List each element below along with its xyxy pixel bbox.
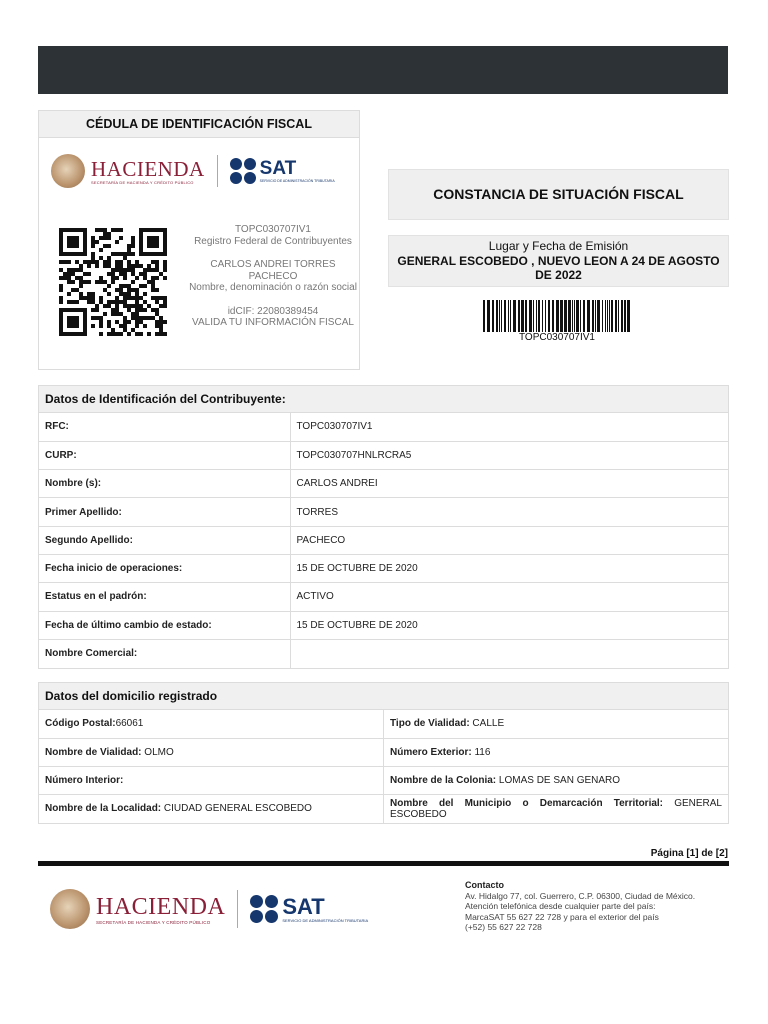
contacto-line: (+52) 55 627 22 728 — [465, 922, 542, 932]
field-label: Tipo de Vialidad: — [390, 718, 470, 730]
rfc-value: TOPC030707IV1 — [235, 224, 311, 235]
field-value: 15 DE OCTUBRE DE 2020 — [290, 611, 728, 639]
field-label: Fecha de último cambio de estado: — [39, 611, 290, 639]
address-cell — [384, 710, 729, 738]
field-value: 15 DE OCTUBRE DE 2020 — [290, 554, 728, 582]
lugar-value: GENERAL ESCOBEDO , NUEVO LEON A 24 DE AGOSTO DE 2022 — [397, 253, 720, 282]
table-row — [39, 738, 728, 766]
sat-logo-text: SAT — [259, 158, 297, 179]
mexico-shield-icon — [51, 154, 85, 188]
contacto-line: Av. Hidalgo 77, col. Guerrero, C.P. 06300, Ciudad de México. — [465, 890, 696, 901]
field-value: LOMAS DE SAN GENARO — [496, 774, 621, 786]
table-row — [39, 710, 728, 738]
field-label: Número Exterior: — [390, 746, 472, 758]
table-row — [39, 413, 728, 441]
table-row — [39, 766, 728, 794]
field-value: CALLE — [469, 718, 505, 730]
qr-code[interactable] — [59, 228, 167, 336]
field-label: Nombre de Vialidad: — [45, 746, 142, 758]
field-value: PACHECO — [290, 526, 728, 554]
sat-logo-text: SAT — [282, 893, 325, 919]
contacto-block — [465, 880, 735, 933]
table-row — [39, 526, 728, 554]
contacto-title: Contacto — [465, 880, 504, 890]
field-label: RFC: — [39, 413, 290, 441]
address-cell — [39, 710, 384, 738]
contribuyente-section — [38, 385, 729, 669]
nombre-caption: Nombre, denominación o razón social — [189, 282, 357, 293]
table-row — [39, 611, 728, 639]
table-row — [39, 470, 728, 498]
address-cell — [39, 766, 384, 794]
field-label: Nombre del Municipio o Demarcación Territorial: — [390, 797, 664, 809]
table-row — [39, 554, 728, 582]
field-value: CARLOS ANDREI — [290, 470, 728, 498]
lugar-label: Lugar y Fecha de Emisión — [488, 239, 629, 253]
logo-divider — [237, 890, 238, 928]
field-label: Nombre de la Colonia: — [390, 774, 497, 786]
field-value: ACTIVO — [290, 583, 728, 611]
contribuyente-table — [39, 413, 728, 668]
hacienda-logo-text: HACIENDA — [96, 893, 226, 920]
field-label: Segundo Apellido: — [39, 526, 290, 554]
field-value: TOPC030707HNLRCRA5 — [290, 441, 728, 469]
address-cell — [384, 795, 729, 823]
barcode — [483, 300, 631, 332]
field-value: GENERAL ESCOBEDO — [390, 797, 722, 820]
sat-dots-icon — [230, 158, 256, 184]
field-label: Nombre (s): — [39, 470, 290, 498]
hacienda-logo-subtitle: SECRETARÍA DE HACIENDA Y CRÉDITO PÚBLICO — [96, 919, 211, 925]
sat-logo-subtitle: SERVICIO DE ADMINISTRACIÓN TRIBUTARIA — [282, 917, 369, 923]
nombre-value: CARLOS ANDREI TORRES PACHECO — [210, 259, 336, 282]
field-value: 66061 — [115, 718, 144, 730]
table-row — [39, 498, 728, 526]
field-value: TORRES — [290, 498, 728, 526]
contacto-line: Atención telefónica desde cualquier parte del país: — [465, 901, 656, 911]
idcif: idCIF: 22080389454 — [227, 305, 319, 317]
domicilio-section — [38, 682, 729, 824]
lugar-fecha-box — [388, 235, 729, 287]
barcode-text: TOPC030707IV1 — [519, 332, 595, 343]
constancia-title: CONSTANCIA DE SITUACIÓN FISCAL — [388, 169, 729, 220]
valida-info: VALIDA TU INFORMACIÓN FISCAL — [192, 317, 354, 328]
field-value: TOPC030707IV1 — [296, 421, 373, 433]
contacto-line: MarcaSAT 55 627 22 728 y para el exterior del país — [465, 911, 659, 922]
sat-logo-subtitle: SERVICIO DE ADMINISTRACIÓN TRIBUTARIA — [259, 179, 335, 183]
address-cell — [384, 738, 729, 766]
page-indicator: Página [1] de [2] — [650, 848, 728, 859]
field-value: 116 — [471, 746, 491, 758]
address-cell — [384, 766, 729, 794]
address-cell — [39, 738, 384, 766]
field-value — [290, 639, 728, 667]
table-row — [39, 639, 728, 667]
field-label: Código Postal: — [45, 718, 116, 730]
sat-dots-icon — [250, 895, 278, 923]
rfc-caption: Registro Federal de Contribuyentes — [194, 235, 352, 247]
cedula-card — [38, 110, 360, 370]
table-row — [39, 441, 728, 469]
field-label: CURP: — [39, 441, 290, 469]
contribuyente-heading: Datos de Identificación del Contribuyente: — [39, 386, 728, 413]
field-value: OLMO — [141, 746, 174, 758]
hacienda-logo-subtitle: SECRETARÍA DE HACIENDA Y CRÉDITO PÚBLICO — [91, 179, 194, 185]
domicilio-heading: Datos del domicilio registrado — [39, 683, 728, 710]
mexico-shield-icon — [50, 889, 90, 929]
field-label: Estatus en el padrón: — [39, 583, 290, 611]
field-label: Primer Apellido: — [39, 498, 290, 526]
logos-footer — [50, 888, 380, 930]
address-cell — [39, 795, 384, 823]
field-label: Número Interior: — [45, 774, 124, 786]
header-bar — [38, 46, 728, 94]
cedula-info — [189, 224, 357, 329]
hacienda-logo-text: HACIENDA — [91, 156, 205, 181]
logos-header — [51, 151, 351, 191]
field-label: Fecha inicio de operaciones: — [39, 554, 290, 582]
field-label: Nombre de la Localidad: — [45, 803, 162, 815]
table-row — [39, 583, 728, 611]
cedula-heading: CÉDULA DE IDENTIFICACIÓN FISCAL — [39, 111, 359, 138]
logo-divider — [217, 155, 218, 187]
domicilio-table — [39, 710, 728, 823]
field-value: CIUDAD GENERAL ESCOBEDO — [161, 803, 312, 815]
table-row — [39, 795, 728, 823]
field-label: Nombre Comercial: — [39, 639, 290, 667]
footer-rule — [38, 861, 729, 866]
